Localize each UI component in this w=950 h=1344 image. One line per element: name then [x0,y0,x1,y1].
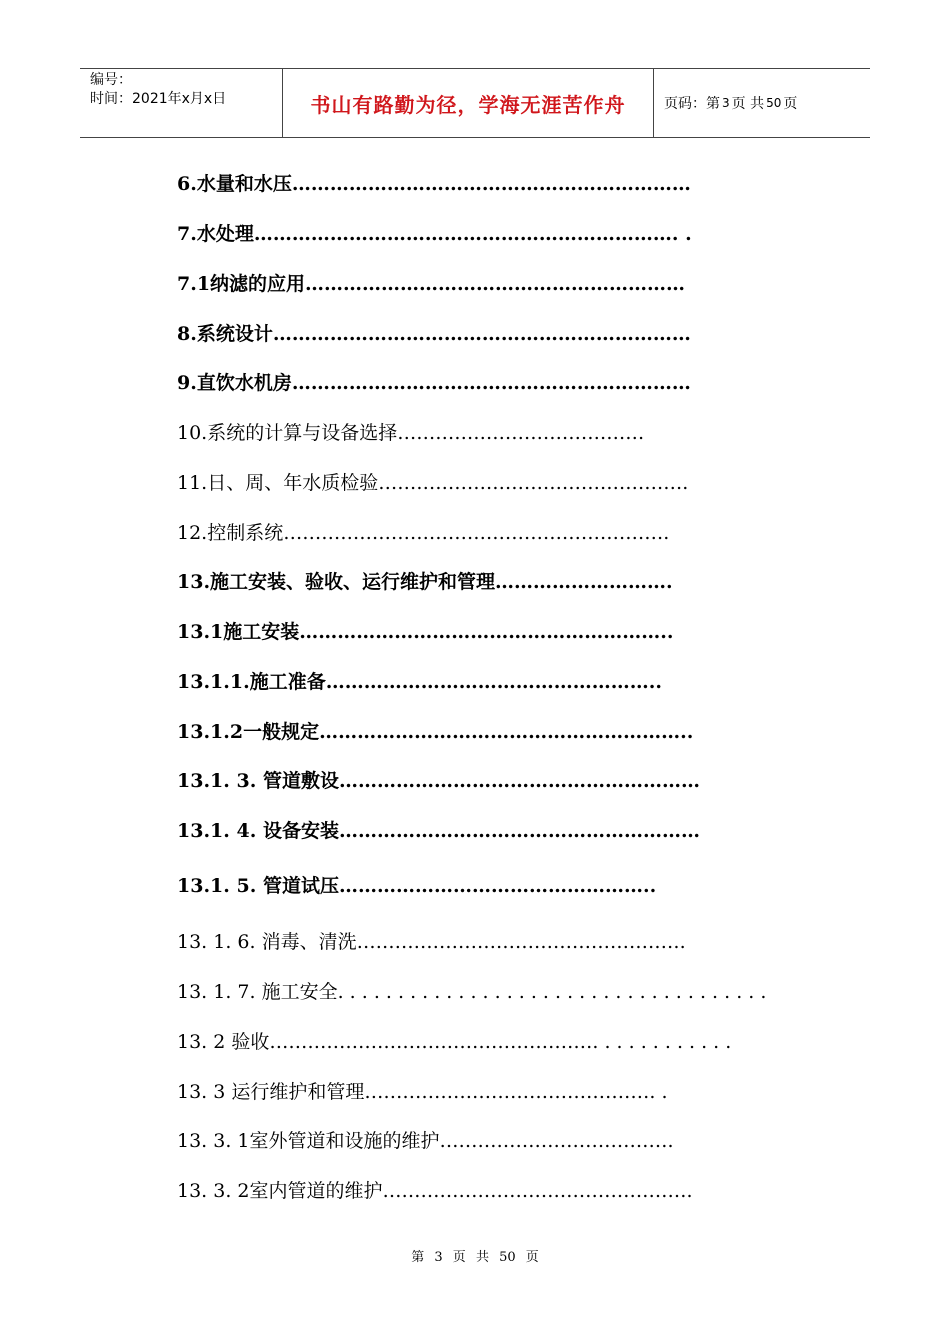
toc-entry[interactable]: 13.1施工安装………………………………………………….. [177,621,674,643]
toc-entry[interactable]: 13. 2 验收……………………………………………. . . . . . . . . . . . [177,1031,732,1053]
footer-total-pages: 50 [499,1250,516,1265]
document-time-label: 时间：2021年x月x日 [90,91,227,107]
page-total: 50 [766,96,782,110]
header-motto: 书山有路勤为径，学海无涯苦作舟 [282,69,654,137]
toc-entry[interactable]: 6.水量和水压……………………………………………………… [177,173,691,195]
toc-entry[interactable]: 7.水处理…………………………………………………………. . [177,223,692,245]
toc-entry[interactable]: 7.1纳滤的应用…………………………………………………… [177,273,686,295]
footer-total-word: 共 [475,1250,489,1265]
toc-entry[interactable]: 9.直饮水机房……………………………………………………… [177,372,691,394]
toc-entry[interactable]: 10.系统的计算与设备选择………………………………… [177,422,645,444]
toc-entry[interactable]: 13.1.1.施工准备…………………………………………….. [177,671,662,693]
toc-entry[interactable]: 8.系统设计………………………………………………………… [177,323,691,345]
footer-prefix: 第 [411,1250,425,1265]
footer-page-word: 页 [452,1250,466,1265]
toc-entry[interactable]: 12.控制系统……………………………………………………. [177,522,670,544]
toc-entry[interactable]: 13.1. 3. 管道敷设………………………………………………… [177,770,700,792]
document-number-label: 编号： [90,72,132,88]
toc-entry[interactable]: 13.1.2一般规定………………………………………………….. [177,721,694,743]
toc-entry[interactable]: 13. 3. 1室外管道和设施的维护………………………………. [177,1130,674,1152]
toc-entry[interactable]: 13. 1. 6. 消毒、清洗……………………………………………. [177,931,686,953]
footer-current-page: 3 [434,1250,443,1265]
toc-entry[interactable]: 13.施工安装、验收、运行维护和管理………………………. [177,571,673,593]
header-left-cell [80,69,282,137]
page-current: 3 [722,96,730,110]
toc-entry[interactable]: 13. 3 运行维护和管理………………………………………. . [177,1081,668,1103]
header-page-info [654,69,870,137]
toc-entry[interactable]: 13.1. 4. 设备安装………………………………………………… [177,820,700,842]
page-suffix: 页 [783,96,798,112]
toc-entry[interactable]: 13. 3. 2室内管道的维护…………………………………………. [177,1180,693,1202]
toc-entry[interactable]: 11.日、周、年水质检验…………………………………………. [177,472,689,494]
toc-entry[interactable]: 13.1. 5. 管道试压………………………………………….. [177,875,657,897]
page-footer [0,1246,950,1265]
page-prefix: 页码：第 [664,96,720,112]
page-mid: 页 共 [731,96,765,112]
footer-suffix: 页 [525,1250,539,1265]
page-header [80,68,870,138]
toc-entry[interactable]: 13. 1. 7. 施工安全. . . . . . . . . . . . . . . . . . . . . . . . . . . . . . . . . . . . [177,981,767,1003]
